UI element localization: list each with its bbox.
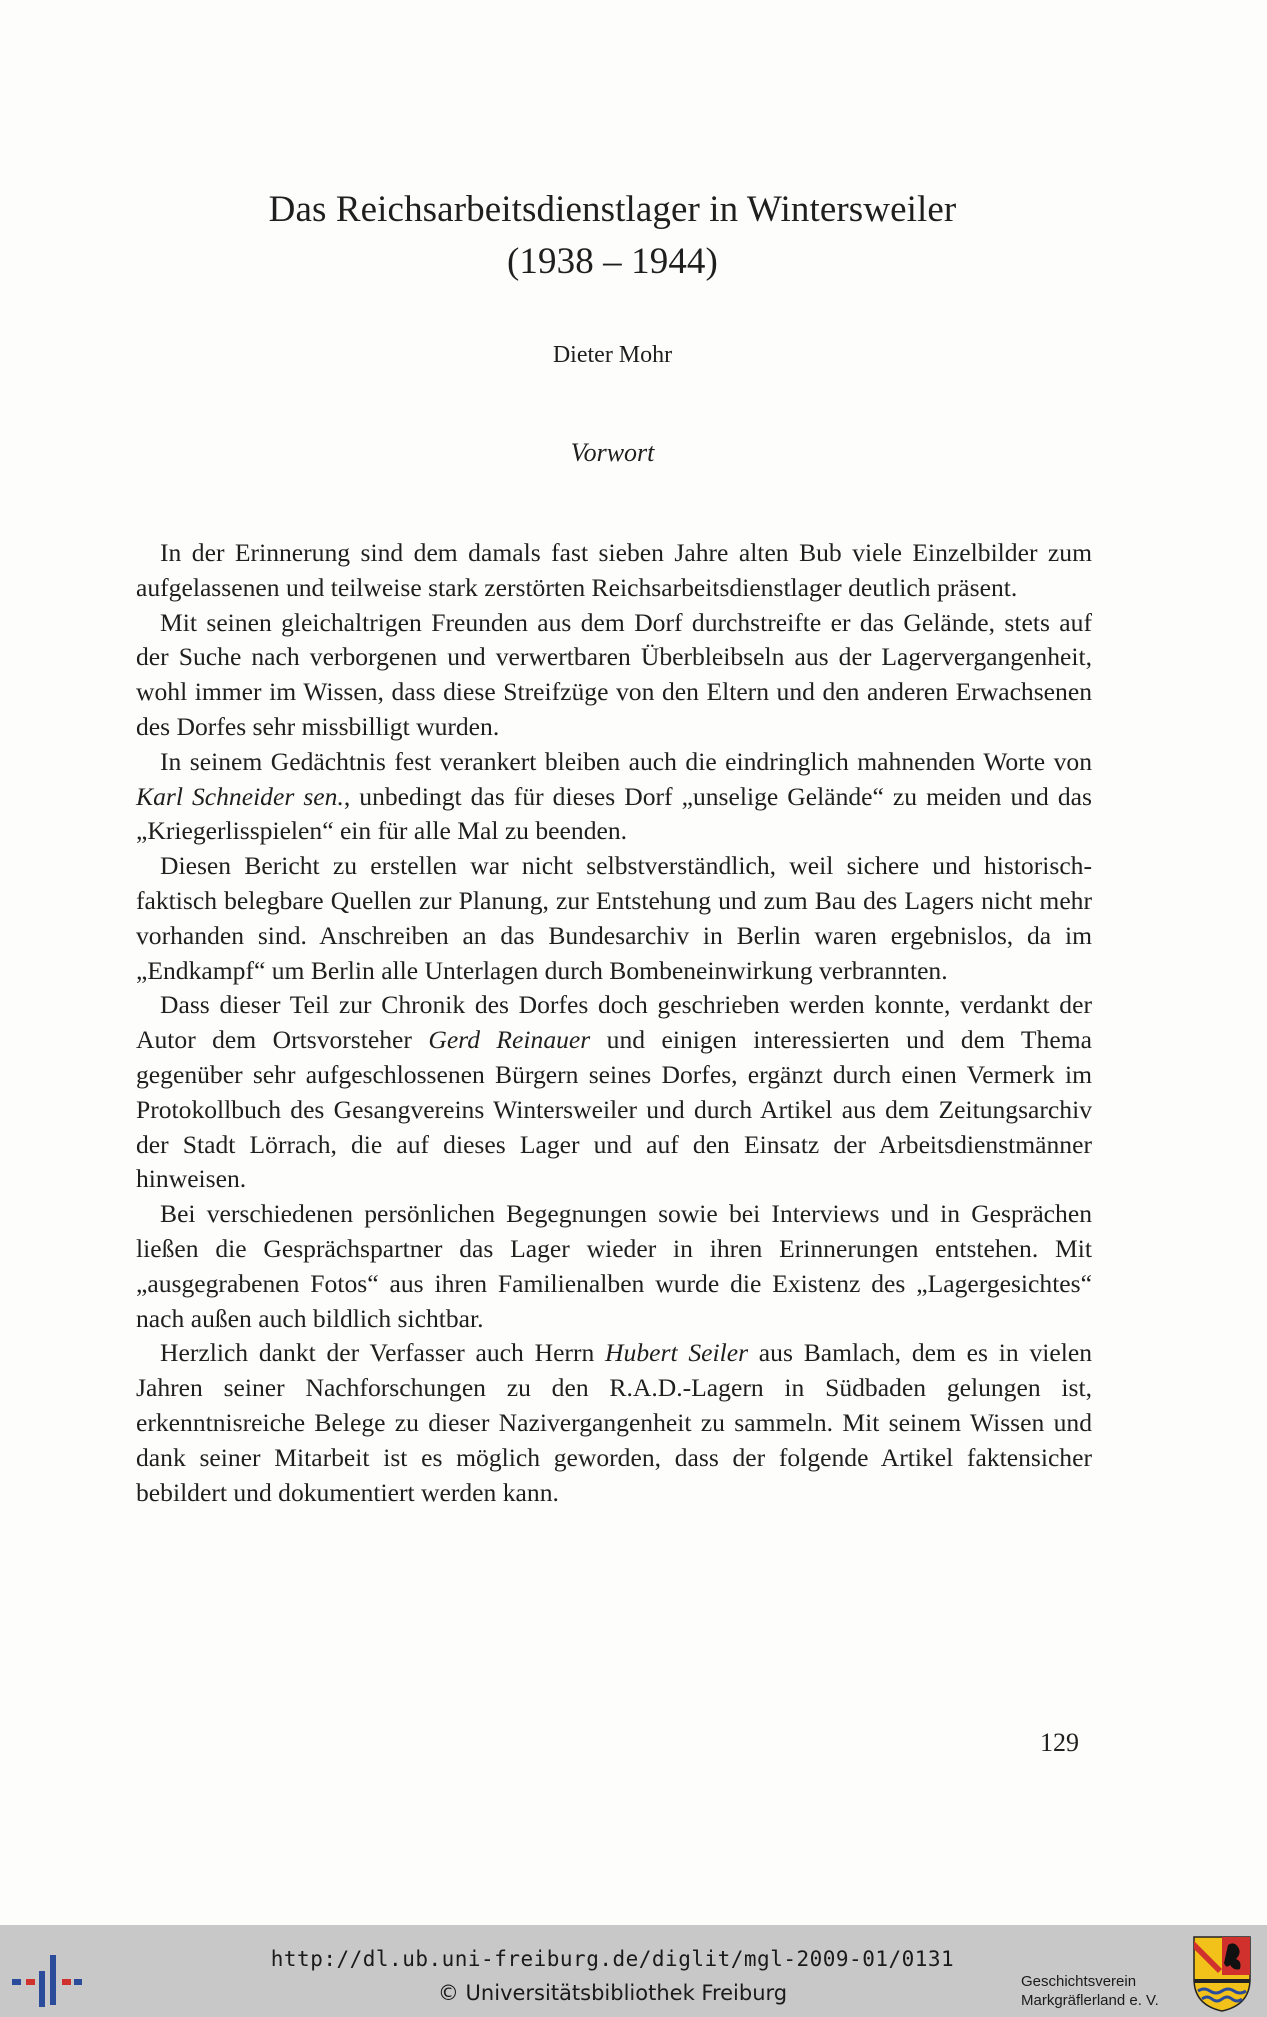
section-heading: Vorwort [570, 438, 655, 467]
paragraph-3-text-a: In seinem Gedächtnis fest verankert bleiben auch die eindringlich mahnenden Worte von [160, 746, 1092, 776]
paragraph-7-text-b: aus Bamlach, dem es in vielen Jahren seiner Nachforschungen zu den R.A.D.-Lagern in Südbaden gelungen ist, erkenntnisreiche Belege zu dieser Nazivergangenheit zu sammeln. Mit seinem Wissen und dank seiner Mitarbeit ist es möglich geworden, dass der folgende Artikel faktensicher bebildert und dokumentiert werden kann. [136, 1338, 1092, 1507]
paragraph-6: Bei verschiedenen persönlichen Begegnungen sowie bei Interviews und in Gesprächen ließen die Gesprächspartner das Lager wieder in ihren Erinnerungen entstehen. Mit „ausgegrabenen Fotos“ aus ihren Familienalben wurde die Existenz des „Lagergesichtes“ nach außen auch bildlich sichtbar. [136, 1199, 1092, 1333]
paragraph-1: In der Erinnerung sind dem damals fast sieben Jahre alten Bub viele Einzelbilder zum aufgelassenen und teilweise stark zerstörten Reichsarbeitsdienstlager deutlich präsent. [136, 538, 1092, 602]
article-title-line1: Das Reichsarbeitsdienstlager in Wintersweiler [268, 189, 957, 230]
footer-url-link[interactable]: http://dl.ub.uni-freiburg.de/diglit/mgl-2009-01/0131 [270, 1947, 955, 1971]
footer-copyright: © Universitätsbibliothek Freiburg [437, 1981, 788, 2005]
society-name-line1: Geschichtsverein [1021, 1973, 1137, 1990]
author-name: Dieter Mohr [552, 342, 673, 368]
society-crest-icon [1192, 1935, 1252, 2013]
person-name-karl-schneider: Karl Schneider sen. [136, 781, 344, 811]
person-name-gerd-reinauer: Gerd Reinauer [428, 1025, 591, 1055]
page-number: 129 [1040, 1728, 1079, 1757]
paragraph-5 [136, 988, 1092, 1197]
article-title-line2: (1938 – 1944) [507, 241, 718, 282]
person-name-hubert-seiler: Hubert Seiler [605, 1338, 749, 1368]
paragraph-2: Mit seinen gleichaltrigen Freunden aus dem Dorf durchstreifte er das Gelände, stets auf der Suche nach verborgenen und verwertbaren Überbleibseln aus der Lagervergangenheit, wohl immer im Wissen, dass diese Streifzüge von den Eltern und den anderen Erwachsenen des Dorfes sehr missbilligt wurden. [136, 607, 1092, 741]
paragraph-3-text-b: , unbedingt das für dieses Dorf „unselige Gelände“ zu meiden und das „Kriegerlisspielen“ ein für alle Mal zu beenden. [136, 781, 1092, 846]
society-name [1021, 1972, 1159, 2010]
body-text [136, 536, 1092, 1510]
paragraph-3 [136, 745, 1092, 849]
paragraph-5-text-a: Dass dieser Teil zur Chronik des Dorfes doch geschrieben werden konnte, verdankt der Autor dem Ortsvorsteher [136, 990, 1092, 1055]
article-title [0, 184, 1225, 288]
footer-bar [0, 1925, 1267, 2017]
paragraph-5-text-b: und einigen interessierten und dem Thema gegenüber sehr aufgeschlossenen Bürgern seines Dorfes, ergänzt durch einen Vermerk im Protokollbuch des Gesangvereins Wintersweiler und durch Artikel aus dem Zeitungsarchiv der Stadt Lörrach, die auf dieses Lager und auf den Einsatz der Arbeitsdienstmänner hinweisen. [136, 1025, 1092, 1194]
society-name-line2: Markgräflerland e. V. [1021, 1992, 1159, 2009]
paragraph-7-text-a: Herzlich dankt der Verfasser auch Herrn [160, 1338, 606, 1368]
paragraph-7 [136, 1336, 1092, 1510]
paragraph-4: Diesen Bericht zu erstellen war nicht selbstverständlich, weil sichere und historisch-faktisch belegbare Quellen zur Planung, zur Entstehung und zum Bau des Lagers nicht mehr vorhanden sind. Anschreiben an das Bundesarchiv in Berlin waren ergebnislos, da im „Endkampf“ um Berlin alle Unterlagen durch Bombeneinwirkung verbrannten. [136, 851, 1092, 985]
